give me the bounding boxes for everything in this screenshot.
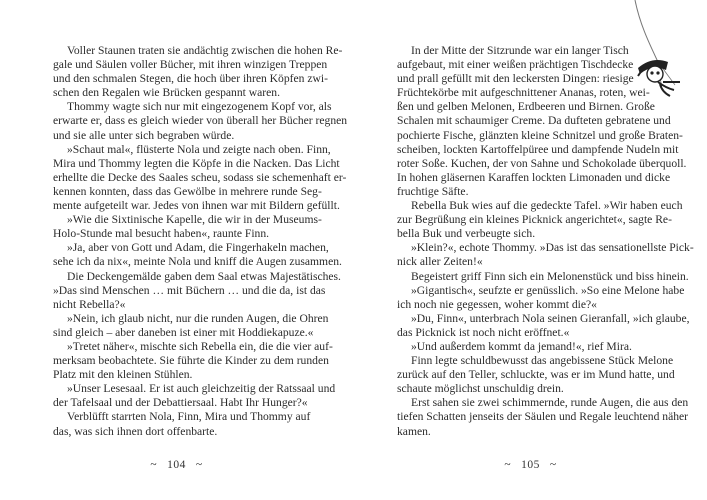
text-line: »Und außerdem kommt da jemand!«, rief Mira. bbox=[411, 339, 632, 353]
right-page-text bbox=[397, 44, 694, 439]
text-line: gale und Säulen voller Bücher, mit ihren winzigen Treppen bbox=[53, 58, 328, 72]
text-line: Früchtekörbe mit aufgeschnittener Ananas, roten, wei- bbox=[397, 86, 650, 100]
text-line: »Das sind Menschen … mit Büchern … und die da, ist das bbox=[53, 283, 326, 297]
text-line: mente aufgeteilt war. Jedes von ihnen war mit Bildern gefüllt. bbox=[53, 199, 340, 213]
text-line: Begeistert griff Finn sich ein Melonenstück und biss hinein. bbox=[411, 269, 689, 283]
text-line: »Unser Lesesaal. Er ist auch gleichzeitig der Ratssaal und bbox=[67, 382, 336, 396]
page-number-left bbox=[0, 459, 353, 471]
text-line: In der Mitte der Sitzrunde war ein langer Tisch bbox=[411, 44, 629, 57]
text-line: »Tretet näher«, mischte sich Rebella ein, die die vier auf- bbox=[67, 339, 333, 353]
swash-ornament: ~ bbox=[504, 459, 512, 471]
text-line: kennen konnten, dass das Gewölbe in mehrere runde Seg- bbox=[53, 184, 322, 198]
text-line: schen den Regalen wie Brücken gespannt waren. bbox=[53, 86, 280, 100]
text-line: Mira und Thommy legten die Köpfe in die Nacken. Das Licht bbox=[53, 156, 340, 170]
text-line: »Ja, aber von Gott und Adam, die Fingerhakeln machen, bbox=[67, 241, 329, 255]
text-line: Platz mit den kleinen Stühlen. bbox=[53, 368, 193, 382]
page-number-right bbox=[354, 459, 707, 471]
text-line: »Du, Finn«, unterbrach Nola seinen Gieranfall, »ich glaube, bbox=[411, 311, 690, 325]
left-page-text bbox=[53, 44, 348, 439]
text-line: Verblüfft starrten Nola, Finn, Mira und Thommy auf bbox=[67, 410, 311, 424]
text-line: schaute möglichst unschuldig drein. bbox=[397, 382, 564, 396]
swash-ornament: ~ bbox=[195, 459, 203, 471]
left-page bbox=[0, 0, 353, 500]
text-line: Voller Staunen traten sie andächtig zwischen die hohen Re- bbox=[67, 44, 343, 57]
text-line: aufgebaut, mit einer weißen prächtigen Tischdecke bbox=[397, 58, 634, 72]
text-line: »Nein, ich glaub nicht, nur die runden Augen, die Ohren bbox=[67, 311, 329, 325]
swinging-character-icon bbox=[600, 0, 707, 100]
text-line: Holo-Stunde mal besucht haben«, raunte Finn. bbox=[53, 227, 270, 241]
swash-ornament: ~ bbox=[150, 459, 158, 471]
text-line: »Gigantisch«, seufzte er genüsslich. »So eine Melone habe bbox=[411, 283, 685, 297]
text-line: scheiben, lockten Kartoffelpüree und dampfende Nudeln mit bbox=[397, 142, 679, 156]
text-line: kamen. bbox=[397, 424, 431, 438]
text-line: das Picknick ist noch nicht eröffnet.« bbox=[397, 325, 570, 339]
text-line: und prall gefüllt mit den leckersten Dingen: riesige bbox=[397, 72, 634, 86]
text-line: und den schmalen Stegen, die hoch über ihren Köpfen zwi- bbox=[53, 72, 328, 86]
text-line: der Tafelsaal und der Debattiersaal. Habt Ihr Hunger?« bbox=[53, 396, 308, 410]
text-line: pochierte Fische, glänzten kleine Schnitzel und große Braten- bbox=[397, 128, 683, 142]
text-line: ßen und gelben Melonen, Erdbeeren und Birnen. Große bbox=[397, 100, 655, 114]
text-line: merksam beobachtete. Sie führte die Kinder zu dem runden bbox=[53, 354, 329, 368]
text-line: bella Buk und verbeugte sich. bbox=[397, 227, 536, 241]
text-line: tiefen Schatten jenseits der Säulen und Regale leuchtend näher bbox=[397, 410, 689, 424]
text-line: »Wie die Sixtinische Kapelle, die wir in der Museums- bbox=[67, 213, 322, 227]
text-line: ich noch nie gegessen, woher kommt die?« bbox=[397, 297, 597, 311]
text-line: und sie alle unter sich begraben würde. bbox=[53, 128, 235, 142]
text-line: Rebella Buk wies auf die gedeckte Tafel. »Wir haben euch bbox=[411, 199, 683, 213]
text-line: fruchtige Säfte. bbox=[397, 184, 469, 198]
text-line: erhellte die Decke des Saales scheu, sodass sie schemenhaft er- bbox=[53, 170, 347, 184]
page-number: 104 bbox=[167, 459, 186, 471]
text-line: erwarte er, dass es gleich wieder von überall her Bücher regnen bbox=[53, 114, 348, 128]
text-line: In hohen gläsernen Karaffen lockten Limonaden und dicke bbox=[397, 170, 671, 184]
text-line: »Schaut mal«, flüsterte Nola und zeigte nach oben. Finn, bbox=[67, 142, 331, 156]
text-line: roter Soße. Kuchen, der von Sahne und Schokolade überquoll. bbox=[397, 156, 687, 170]
text-line: Schalen mit schaumiger Creme. Da dufteten gebratene und bbox=[397, 114, 671, 128]
text-line: sind gleich – aber daneben ist einer mit Hoddiekapuze.« bbox=[53, 325, 314, 339]
text-line: das, was sich ihnen dort offenbarte. bbox=[53, 424, 218, 438]
text-line: Finn legte schuldbewusst das angebissene Stück Melone bbox=[411, 354, 674, 368]
text-line: Thommy wagte sich nur mit eingezogenem Kopf vor, als bbox=[67, 100, 332, 114]
text-line: sehe ich da nix«, meinte Nola und kniff die Augen zusammen. bbox=[53, 255, 342, 269]
text-line: nicht Rebella?« bbox=[53, 297, 126, 311]
text-line: nick aller Zeiten!« bbox=[397, 255, 483, 269]
text-line: zur Begrüßung ein kleines Picknick angerichtet«, sagte Re- bbox=[397, 213, 672, 227]
text-line: zurück auf den Teller, schluckte, was er im Mund hatte, und bbox=[397, 368, 675, 382]
text-line: Erst sahen sie zwei schimmernde, runde Augen, die aus den bbox=[411, 396, 689, 410]
text-line: Die Deckengemälde gaben dem Saal etwas Majestätisches. bbox=[67, 269, 341, 283]
page-number: 105 bbox=[521, 459, 540, 471]
text-line: »Klein?«, echote Thommy. »Das ist das sensationellste Pick- bbox=[411, 241, 694, 255]
swash-ornament: ~ bbox=[549, 459, 557, 471]
